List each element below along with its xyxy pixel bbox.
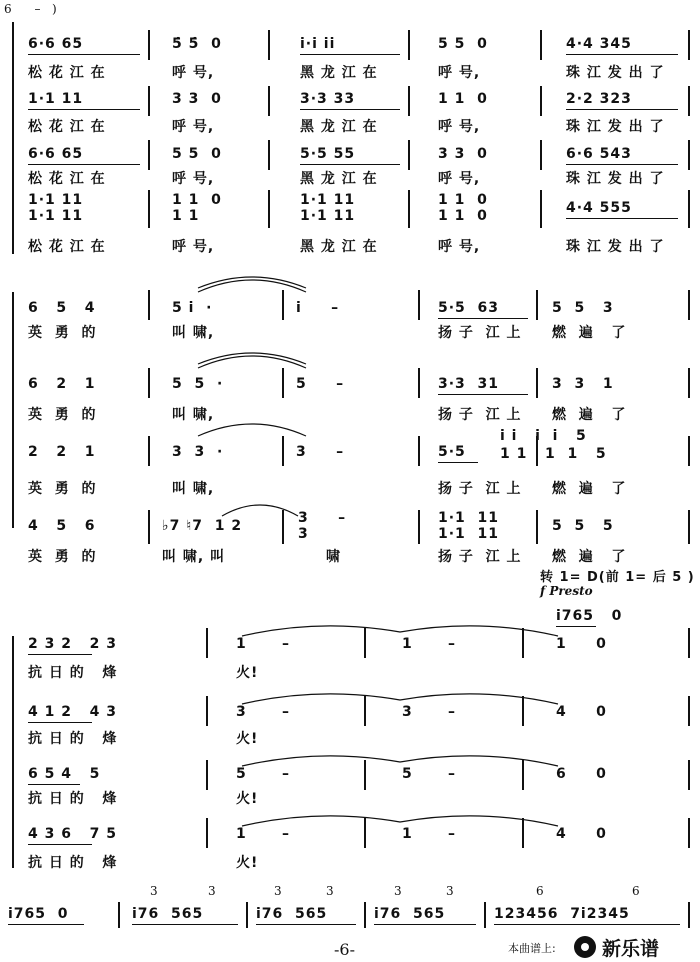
lyric: 燃 遍 了: [552, 325, 627, 341]
lyric: 松 花 江 在: [28, 239, 106, 255]
notes-m2: 5 5 0: [172, 146, 222, 162]
notes-m3: i·i ii: [300, 36, 336, 52]
barline: [688, 190, 690, 228]
beam: [300, 54, 400, 55]
barline: [484, 902, 486, 928]
lyric: 黑 龙 江 在: [300, 239, 378, 255]
tuplet-marker: 6: [536, 884, 544, 898]
lyric: 燃 遍 了: [552, 407, 627, 423]
notes-m2: 5 i ·: [172, 300, 213, 316]
beam: [28, 164, 140, 165]
notes-m3: 1·1 11: [300, 192, 356, 208]
tie: [240, 748, 560, 768]
barline: [408, 30, 410, 60]
instr-m5: 123456 7i2345: [494, 906, 630, 922]
lyric: 呼 号,: [172, 239, 215, 255]
page-number: -6-: [334, 940, 355, 959]
notes-m2: 5̇ 5̇ 0: [172, 36, 222, 52]
lyric: 扬 子 江 上: [438, 549, 522, 565]
notes-m2: 5 5 ·: [172, 376, 224, 392]
lyric: 珠 江 发 出 了: [566, 65, 665, 81]
tie: [196, 350, 308, 370]
barline: [540, 190, 542, 228]
barline: [148, 30, 150, 60]
barline: [148, 436, 150, 466]
instr-m2: i76 565: [132, 906, 204, 922]
notes-m2: ♭7 ♮7 1 2: [162, 518, 243, 534]
tuplet-marker: 3: [394, 884, 402, 898]
beam: [566, 54, 678, 55]
beam: [438, 462, 478, 463]
lyric: 火!: [236, 855, 259, 871]
barline: [268, 140, 270, 170]
lyric: 扬 子 江 上: [438, 481, 522, 497]
barline: [282, 290, 284, 320]
barline: [206, 818, 208, 848]
barline: [536, 368, 538, 398]
barline: [246, 902, 248, 928]
barline: [688, 436, 690, 466]
lyric: 松 花 江 在: [28, 171, 106, 187]
notes-m4: 5 5 0: [438, 36, 488, 52]
lyric: 叫 啸,: [172, 325, 215, 341]
notes-m4-lower: 1 1 0: [438, 208, 488, 224]
notes-m1-lower: 1·1 11: [28, 208, 84, 224]
lyric: 啸: [326, 549, 341, 565]
system3-brace: [12, 636, 14, 868]
notes-m2: 1 –: [236, 636, 290, 652]
notes-m4: 5·5 63: [438, 300, 500, 316]
lyric: 英 勇 的: [28, 407, 97, 423]
watermark-brand: 新乐谱: [602, 938, 660, 960]
lyric: 呼 号,: [172, 65, 215, 81]
lyric: 叫 啸,: [172, 407, 215, 423]
lyric: 珠 江 发 出 了: [566, 171, 665, 187]
notes-m5: 4·4 345: [566, 36, 632, 52]
beam: [374, 924, 476, 925]
beam: [28, 654, 92, 655]
barline: [206, 696, 208, 726]
barline: [688, 902, 690, 928]
lyric: 抗 日 的 烽: [28, 665, 118, 681]
notes-m4-lower: 1·1 11: [438, 526, 500, 542]
lyric: 松 花 江 在: [28, 65, 106, 81]
barline: [282, 368, 284, 398]
barline: [206, 760, 208, 790]
lyric: 扬 子 江 上: [438, 325, 522, 341]
beam: [8, 924, 84, 925]
beam: [28, 844, 92, 845]
notes-m4: 4 0: [556, 826, 607, 842]
lyric: 英 勇 的: [28, 325, 97, 341]
lyric: 松 花 江 在: [28, 119, 106, 135]
notes-m1: 6 5 4: [28, 300, 96, 316]
notes-m5: i i i i 5: [500, 428, 587, 444]
beam: [300, 109, 400, 110]
notes-m2: 3 3 ·: [172, 444, 224, 460]
beam: [566, 109, 678, 110]
instr-m4: i76 565: [374, 906, 446, 922]
lyric: 珠 江 发 出 了: [566, 119, 665, 135]
barline: [688, 290, 690, 320]
barline: [418, 510, 420, 544]
barline: [418, 436, 420, 466]
tuplet-marker: 6: [632, 884, 640, 898]
beam: [494, 924, 680, 925]
barline: [688, 86, 690, 116]
lyric: 珠 江 发 出 了: [566, 239, 665, 255]
beam: [556, 626, 596, 627]
barline: [688, 760, 690, 790]
notes-m3: 3 –: [402, 704, 456, 720]
notes-m5: 6·6 543: [566, 146, 632, 162]
barline: [364, 902, 366, 928]
notes-m2-lower: 1 1: [172, 208, 200, 224]
notes-m3: 3 –: [298, 510, 347, 526]
lyric: 扬 子 江 上: [438, 407, 522, 423]
notes-m3: 3 –: [296, 444, 345, 460]
beam: [28, 54, 140, 55]
tuplet-marker: 3: [274, 884, 282, 898]
lyric: 呼 号,: [438, 65, 481, 81]
notes-m1: 2 3 2 2 3: [28, 636, 117, 652]
notes-m2: 1 –: [236, 826, 290, 842]
beam: [300, 164, 400, 165]
lyric: 火!: [236, 791, 259, 807]
notes-m1: 4 1 2 4 3: [28, 704, 117, 720]
lyric: 黑 龙 江 在: [300, 65, 378, 81]
lyric: 英 勇 的: [28, 549, 97, 565]
notes-m1: 4 3 6 7 5: [28, 826, 117, 842]
notes-m5: 5 5 5: [552, 518, 614, 534]
notes-m2: 3 3 0: [172, 91, 222, 107]
beam: [438, 318, 528, 319]
notes-m2: 3 –: [236, 704, 290, 720]
notes-m4: 6 0: [556, 766, 607, 782]
lyric: 英 勇 的: [28, 481, 97, 497]
notes-m4: 1·1 11: [438, 510, 500, 526]
notes-m4: 3·3 31: [438, 376, 500, 392]
system2-brace: [12, 292, 14, 528]
notes-m3: 3·3 33: [300, 91, 356, 107]
tie: [220, 498, 300, 518]
notes-m2: 5 –: [236, 766, 290, 782]
barline: [536, 510, 538, 544]
barline: [688, 368, 690, 398]
beam: [566, 218, 678, 219]
lyric: 叫 啸, 叫: [162, 549, 226, 565]
instr-m1: i765 0: [8, 906, 69, 922]
barline: [408, 190, 410, 228]
tuplet-marker: 3: [326, 884, 334, 898]
beam: [28, 784, 80, 785]
notes-m3: i –: [296, 300, 340, 316]
notes-m4: 3 3 0: [438, 146, 488, 162]
notes-m5-lower: 1 1 1 1 5: [500, 446, 607, 462]
barline: [688, 818, 690, 848]
tie: [240, 686, 560, 706]
barline: [148, 290, 150, 320]
notes-m5: 2·2 323: [566, 91, 632, 107]
notes-m1: 4 5 6: [28, 518, 96, 534]
lyric: 黑 龙 江 在: [300, 119, 378, 135]
barline: [418, 290, 420, 320]
header-note: 6 – ): [4, 2, 57, 16]
lyric: 呼 号,: [172, 119, 215, 135]
notes-m5: 4·4 555: [566, 200, 632, 216]
barline: [148, 510, 150, 544]
barline: [540, 30, 542, 60]
key-change: 转 1= D(前 1= 后 5 ): [540, 570, 695, 585]
barline: [148, 140, 150, 170]
notes-m3-lower: 1·1 11: [300, 208, 356, 224]
lyric: 燃 遍 了: [552, 549, 627, 565]
lyric: 燃 遍 了: [552, 481, 627, 497]
notes-m3: 5·5 55: [300, 146, 356, 162]
notes-m3: 1 –: [402, 826, 456, 842]
lyric: 抗 日 的 烽: [28, 855, 118, 871]
barline: [282, 436, 284, 466]
barline: [206, 628, 208, 658]
lyric: 叫 啸,: [172, 481, 215, 497]
lyric: 抗 日 的 烽: [28, 731, 118, 747]
notes-m5: 3 3 1: [552, 376, 614, 392]
beam: [28, 722, 92, 723]
tie: [196, 274, 308, 294]
tuplet-marker: 3: [150, 884, 158, 898]
barline: [688, 696, 690, 726]
lyric: 火!: [236, 665, 259, 681]
tie: [240, 618, 560, 638]
system1-brace: [12, 22, 14, 254]
lyric: 呼 号,: [438, 171, 481, 187]
notes-m3: 5 –: [402, 766, 456, 782]
barline: [118, 902, 120, 928]
lyric: 呼 号,: [438, 119, 481, 135]
barline: [688, 30, 690, 60]
lyric: 黑 龙 江 在: [300, 171, 378, 187]
lyric: 火!: [236, 731, 259, 747]
barline: [148, 368, 150, 398]
lyric: 呼 号,: [438, 239, 481, 255]
notes-m4: 1 0: [556, 636, 607, 652]
barline: [148, 86, 150, 116]
brand-logo-icon: [574, 936, 596, 958]
tuplet-marker: 3: [446, 884, 454, 898]
notes-m1: 6·6 65: [28, 146, 84, 162]
barline: [408, 140, 410, 170]
notes-m1: 2 2 1: [28, 444, 96, 460]
barline: [688, 510, 690, 544]
presto-motif: i765 0: [556, 608, 623, 624]
barline: [418, 368, 420, 398]
barline: [540, 140, 542, 170]
notes-m3: 1 –: [402, 636, 456, 652]
beam: [132, 924, 238, 925]
notes-m4: 5·5: [438, 444, 466, 460]
dynamic-marking: f Presto: [540, 584, 593, 598]
lyric: 抗 日 的 烽: [28, 791, 118, 807]
notes-m3: 5 –: [296, 376, 345, 392]
beam: [28, 109, 140, 110]
notes-m1: 1·1 11: [28, 192, 84, 208]
barline: [148, 190, 150, 228]
barline: [688, 140, 690, 170]
tie: [240, 808, 560, 828]
lyric: 呼 号,: [172, 171, 215, 187]
beam: [256, 924, 356, 925]
barline: [268, 30, 270, 60]
beam: [566, 164, 678, 165]
notes-m1: 6 2 1: [28, 376, 96, 392]
tuplet-marker: 3: [208, 884, 216, 898]
barline: [408, 86, 410, 116]
barline: [688, 628, 690, 658]
notes-m5: 5 5 3: [552, 300, 614, 316]
instr-m3: i76 565: [256, 906, 328, 922]
notes-m1: 6·6 65: [28, 36, 84, 52]
tie: [196, 418, 308, 438]
notes-m1: 1·1 11: [28, 91, 84, 107]
notes-m4: 1 1 0: [438, 192, 488, 208]
notes-m1: 6 5 4 5: [28, 766, 101, 782]
watermark-text: 本曲谱上:: [508, 942, 556, 955]
notes-m2: 1 1 0: [172, 192, 222, 208]
notes-m4: 1 1 0: [438, 91, 488, 107]
barline: [268, 86, 270, 116]
barline: [540, 86, 542, 116]
barline: [536, 290, 538, 320]
barline: [268, 190, 270, 228]
beam: [438, 394, 528, 395]
notes-m3-lower: 3: [298, 526, 309, 542]
notes-m4: 4 0: [556, 704, 607, 720]
